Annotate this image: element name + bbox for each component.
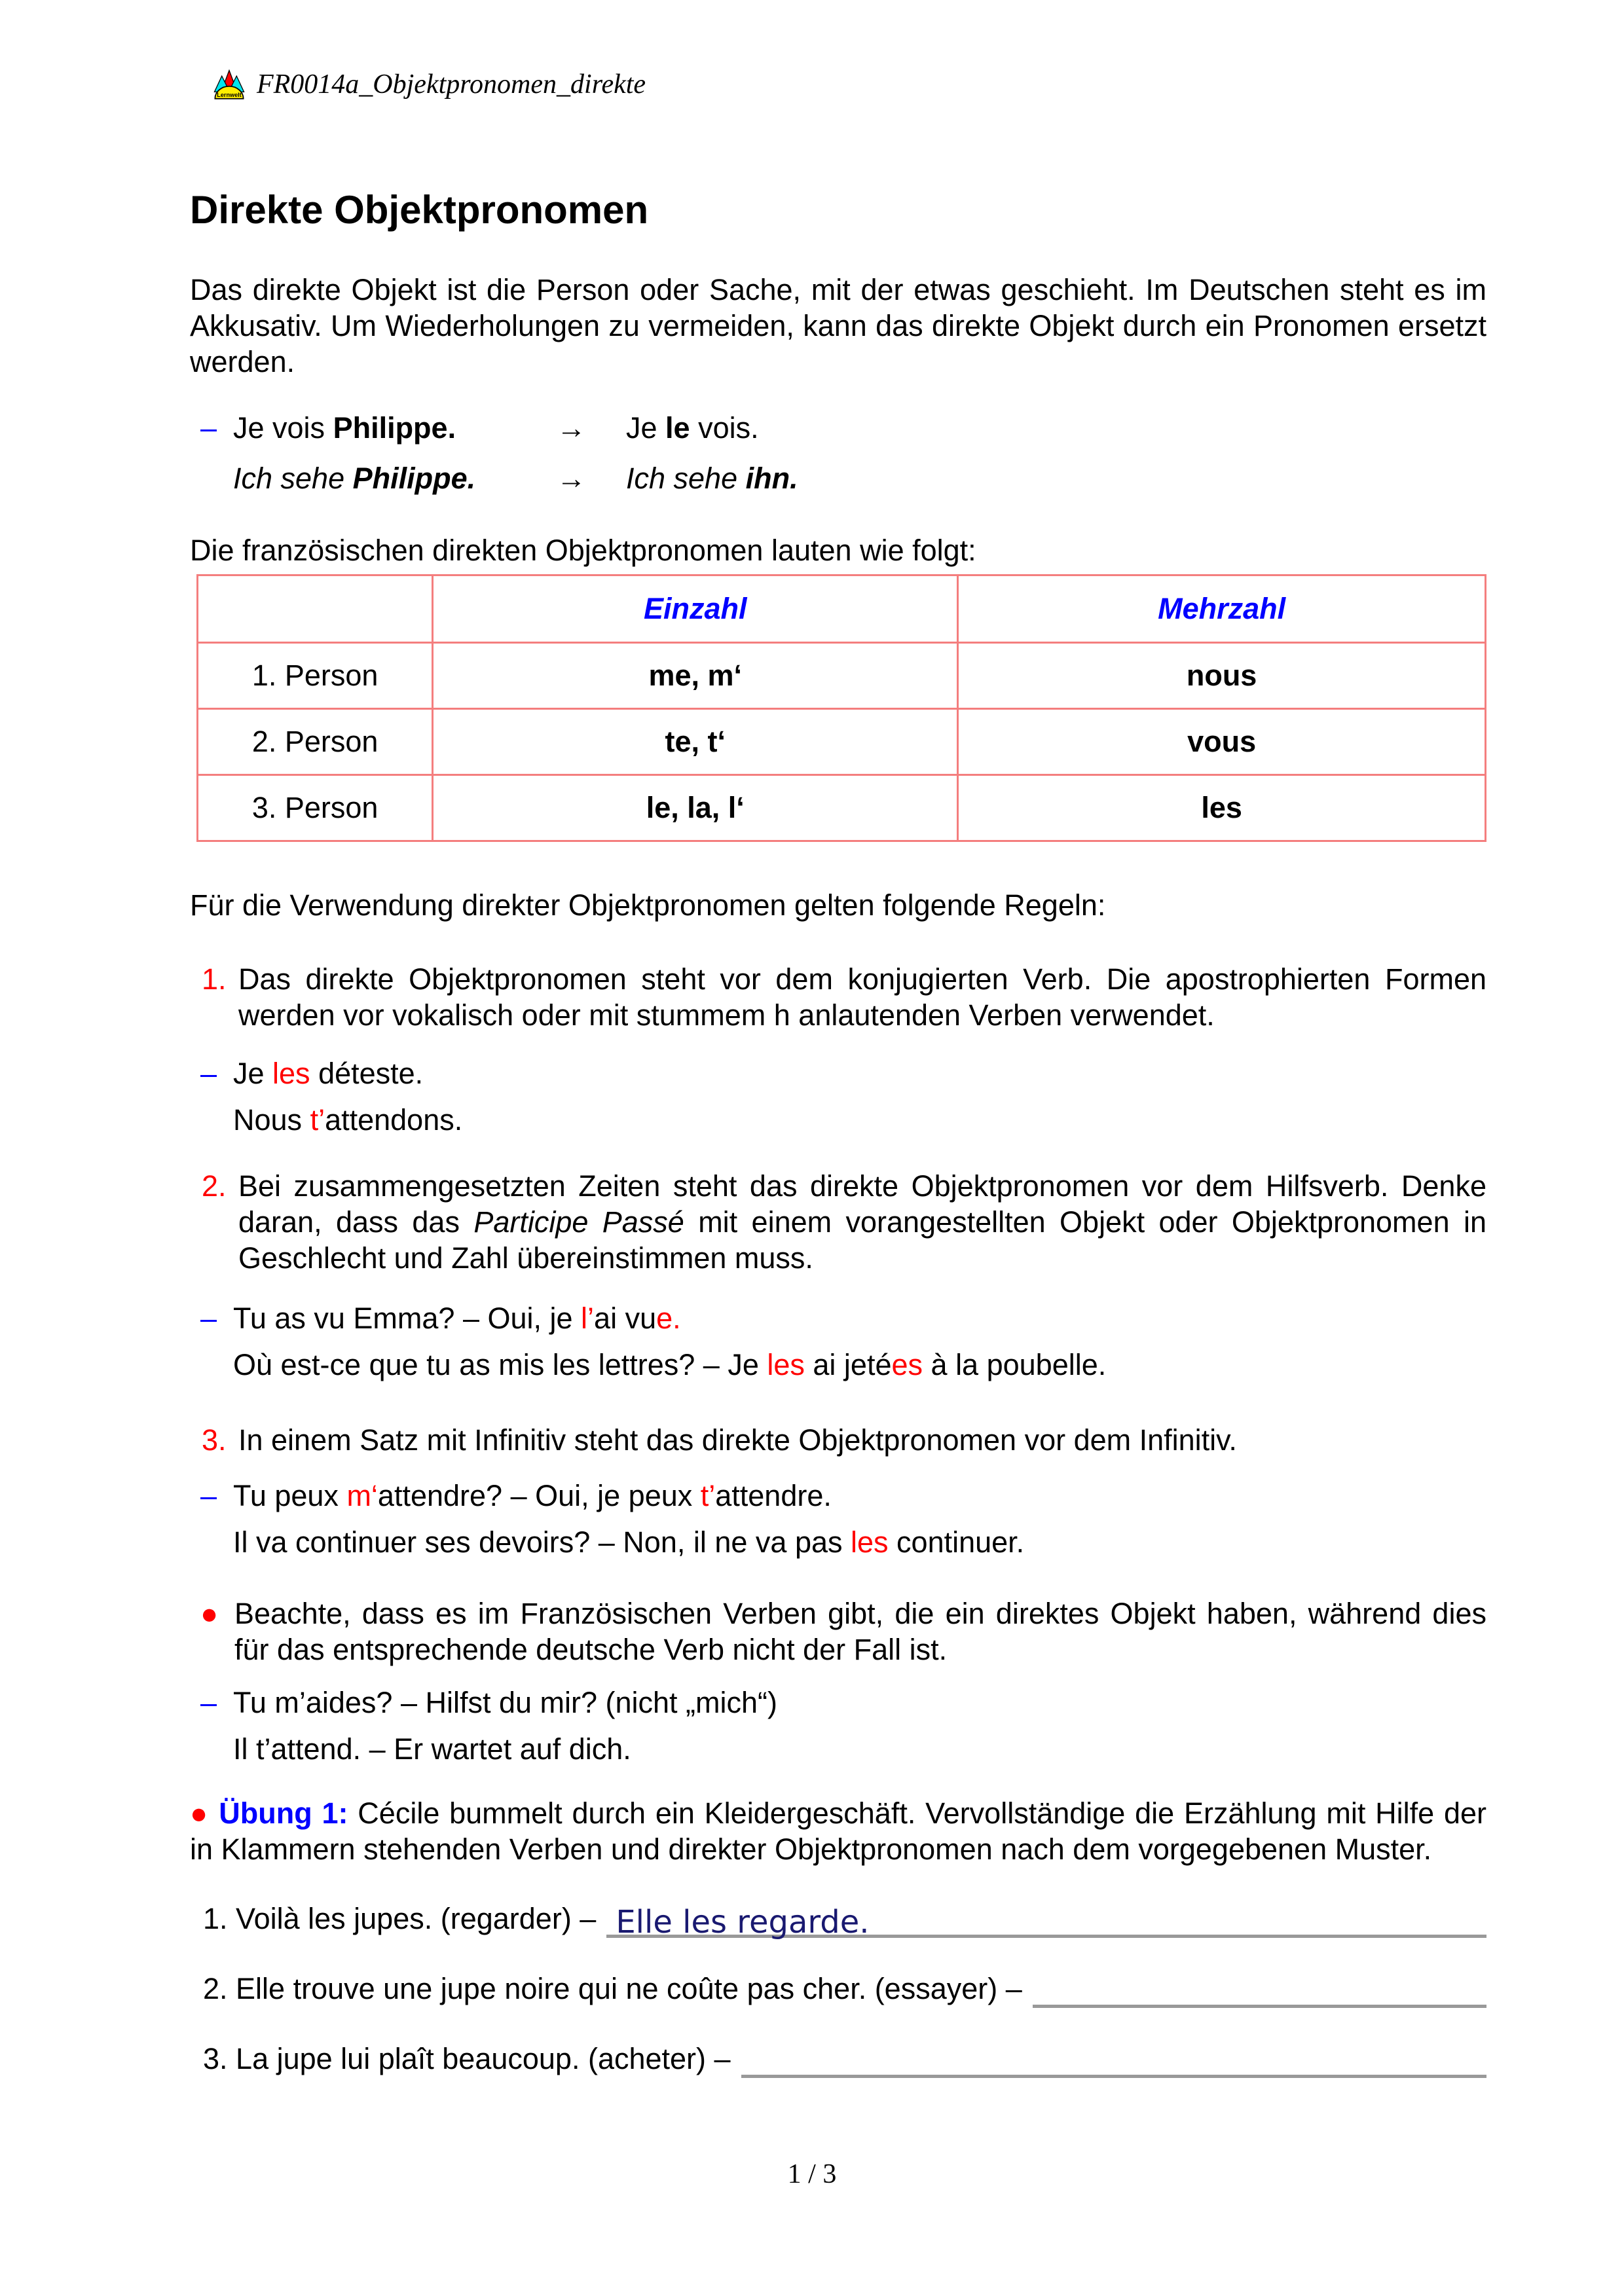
pronoun-plural: vous bbox=[958, 709, 1486, 775]
item-number-and-text: 1. Voilà les jupes. (regarder) – bbox=[203, 1901, 597, 1935]
table-header-empty bbox=[198, 575, 433, 643]
exercise-intro bbox=[190, 1796, 1486, 1868]
pronoun-plural: nous bbox=[958, 643, 1486, 709]
exercise-items bbox=[190, 1897, 1486, 2078]
rule-1 bbox=[190, 962, 1486, 1034]
item-number-and-text: 3. La jupe lui plaît beaucoup. (acheter) – bbox=[203, 2041, 731, 2075]
dash-marker: – bbox=[200, 1057, 217, 1091]
dash-marker: – bbox=[200, 1685, 217, 1719]
note-text: Beachte, dass es im Französischen Verben gibt, die ein direktes Objekt haben, während dies für das entsprechende deutsche Verb nicht der Fall ist. bbox=[234, 1596, 1486, 1666]
page-number: 1 / 3 bbox=[787, 2159, 837, 2189]
row-label: 3. Person bbox=[198, 775, 433, 841]
dash-marker: – bbox=[200, 1302, 217, 1336]
example-row bbox=[190, 461, 1486, 497]
exercise-item-2 bbox=[190, 1967, 1486, 2008]
table-row bbox=[198, 775, 1486, 841]
rule-2-example-1: – Tu as vu Emma? – Oui, je l’ai vue. bbox=[190, 1301, 1486, 1337]
rule-3-example-2: Il va continuer ses devoirs? – Non, il ne va pas les continuer. bbox=[190, 1525, 1486, 1561]
intro-paragraph: Das direkte Objekt ist die Person oder Sache, mit der etwas geschieht. Im Deutschen steht es im Akkusativ. Um Wiederholungen zu vermeiden, kann das direkte Objekt durch ein Pronomen ersetzt werden. bbox=[190, 273, 1486, 378]
pronoun-singular: te, t‘ bbox=[433, 709, 958, 775]
dash-marker bbox=[200, 461, 233, 497]
dash-marker bbox=[200, 1102, 233, 1139]
dash-marker: – bbox=[200, 1479, 217, 1513]
table-header-mehrzahl: Mehrzahl bbox=[958, 575, 1486, 643]
table-header-row bbox=[198, 575, 1486, 643]
rule-2 bbox=[190, 1169, 1486, 1277]
doc-code: FR0014a_Objektpronomen_direkte bbox=[257, 69, 646, 100]
handwritten-answer: Elle les regarde. bbox=[616, 1903, 870, 1941]
pronoun-singular: le, la, l‘ bbox=[433, 775, 958, 841]
rule-3-number: 3. bbox=[202, 1423, 227, 1457]
rule-3 bbox=[190, 1423, 1486, 1459]
dash-marker: – bbox=[200, 410, 217, 445]
rule-3-example-1: – Tu peux m‘attendre? – Oui, je peux t’attendre. bbox=[190, 1478, 1486, 1514]
rule-1-text: Das direkte Objektpronomen steht vor dem konjugierten Verb. Die apostrophierten Formen werden vor vokalisch oder mit stummem h anlautenden Verben verwendet. bbox=[238, 962, 1486, 1032]
example-source: Je vois Philippe. bbox=[233, 410, 456, 445]
svg-text:Lernwelt: Lernwelt bbox=[217, 92, 242, 99]
item-number-and-text: 2. Elle trouve une jupe noire qui ne coûte pas cher. (essayer) – bbox=[203, 1971, 1022, 2005]
answer-line-2 bbox=[1033, 1967, 1486, 2008]
table-header-einzahl: Einzahl bbox=[433, 575, 958, 643]
exercise-instructions: Cécile bummelt durch ein Kleidergeschäft. Vervollständige die Erzählung mit Hilfe der in Klammern stehenden Verben und direkter Objektpronomen nach dem vorgegebenen Muster. bbox=[190, 1796, 1486, 1867]
example-source: Ich sehe Philippe. bbox=[233, 461, 476, 495]
table-intro: Die französischen direkten Objektpronomen lauten wie folgt: bbox=[190, 534, 976, 568]
table-row bbox=[198, 643, 1486, 709]
bullet-icon: ● bbox=[200, 1596, 219, 1630]
example-result: Je le vois. bbox=[626, 410, 759, 445]
dash-marker bbox=[200, 1525, 233, 1561]
rule-2-text: Bei zusammengesetzten Zeiten steht das direkte Objektpronomen vor dem Hilfsverb. Denke daran, dass das Participe Passé mit einem vorangestellten Objekt oder Objektpronomen in Geschlecht und Zahl übereinstimmen muss. bbox=[238, 1169, 1486, 1275]
arrow-right-icon: → bbox=[557, 461, 586, 495]
answer-line-3 bbox=[741, 2037, 1486, 2078]
dash-marker bbox=[200, 1732, 233, 1768]
arrow-right-icon: → bbox=[557, 410, 586, 445]
exercise-label: Übung 1: bbox=[219, 1796, 348, 1831]
example-result: Ich sehe ihn. bbox=[626, 461, 798, 495]
document-header bbox=[190, 65, 1486, 105]
row-label: 1. Person bbox=[198, 643, 433, 709]
intro-example-block bbox=[190, 410, 1486, 497]
page-title: Direkte Objektpronomen bbox=[190, 188, 649, 232]
exercise-item-3 bbox=[190, 2037, 1486, 2078]
exercise-item-1 bbox=[190, 1897, 1486, 1941]
rule-1-example-2: Nous t’attendons. bbox=[190, 1102, 1486, 1139]
answer-line-1 bbox=[606, 1897, 1486, 1941]
table-row bbox=[198, 709, 1486, 775]
rule-3-text: In einem Satz mit Infinitiv steht das direkte Objektpronomen vor dem Infinitiv. bbox=[238, 1423, 1237, 1457]
row-label: 2. Person bbox=[198, 709, 433, 775]
example-row bbox=[190, 410, 1486, 446]
lernwelt-logo-icon bbox=[212, 68, 246, 102]
note-example-2: Il t’attend. – Er wartet auf dich. bbox=[190, 1732, 1486, 1768]
rule-2-number: 2. bbox=[202, 1169, 227, 1203]
pronoun-table bbox=[196, 574, 1486, 842]
rules-intro: Für die Verwendung direkter Objektpronomen gelten folgende Regeln: bbox=[190, 888, 1106, 922]
dash-marker bbox=[200, 1347, 233, 1383]
rule-2-example-2: Où est-ce que tu as mis les lettres? – Je les ai jetées à la poubelle. bbox=[190, 1347, 1486, 1383]
note-example-1: – Tu m’aides? – Hilfst du mir? (nicht „mich“) bbox=[190, 1685, 1486, 1721]
note-block bbox=[190, 1596, 1486, 1668]
pronoun-plural: les bbox=[958, 775, 1486, 841]
bullet-icon: ● bbox=[190, 1796, 210, 1831]
pronoun-singular: me, m‘ bbox=[433, 643, 958, 709]
rule-1-example-1: – Je les déteste. bbox=[190, 1056, 1486, 1092]
rule-1-number: 1. bbox=[202, 962, 227, 996]
